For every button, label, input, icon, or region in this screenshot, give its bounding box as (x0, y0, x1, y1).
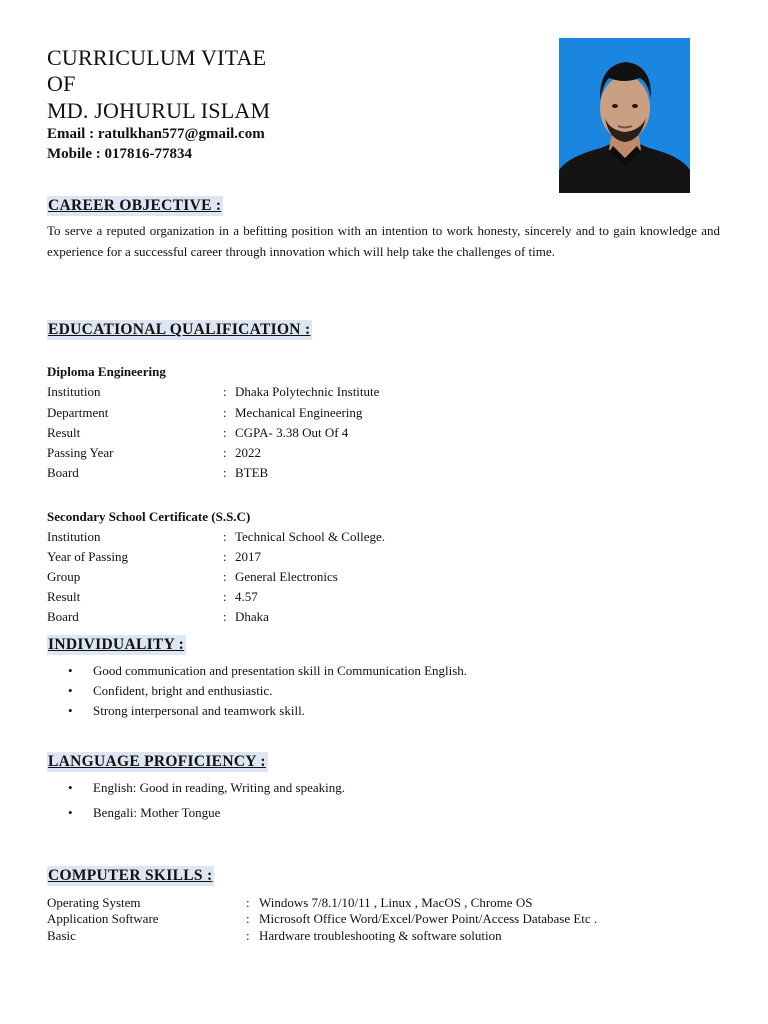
row-label: Passing Year (47, 445, 114, 460)
row-value: Hardware troubleshooting & software solution (259, 928, 502, 943)
profile-photo (559, 38, 690, 193)
row-value: 2017 (235, 549, 261, 564)
row-label: Group (47, 569, 81, 584)
table-row (47, 443, 727, 463)
table-row (47, 403, 727, 423)
row-colon: : (223, 589, 227, 604)
cv-title-of: OF (47, 71, 76, 96)
row-value: Windows 7/8.1/10/11 , Linux , MacOS , Chrome OS (259, 895, 533, 910)
row-label: Operating System (47, 895, 141, 910)
row-label: Application Software (47, 911, 159, 926)
table-row (47, 547, 727, 567)
list-item-text: Bengali: Mother Tongue (93, 805, 221, 820)
row-colon: : (223, 569, 227, 584)
bullet-icon: • (68, 683, 73, 698)
list-item-text: Confident, bright and enthusiastic. (93, 683, 273, 698)
cv-title: CURRICULUM VITAE (47, 45, 267, 70)
row-label: Result (47, 425, 81, 440)
row-colon: : (246, 911, 250, 926)
email-line: Email : ratulkhan577@gmail.com (47, 126, 265, 142)
table-row (47, 463, 727, 483)
table-row (47, 894, 727, 911)
table-row (47, 607, 727, 627)
row-label: Basic (47, 928, 76, 943)
row-value: 2022 (235, 445, 261, 460)
career-objective-heading: CAREER OBJECTIVE : (48, 197, 222, 214)
computer-skills-heading: COMPUTER SKILLS : (48, 867, 213, 884)
row-colon: : (223, 465, 227, 480)
diploma-title: Diploma Engineering (47, 364, 166, 379)
row-colon: : (223, 384, 227, 399)
row-colon: : (223, 445, 227, 460)
row-label: Board (47, 465, 79, 480)
candidate-name: MD. JOHURUL ISLAM (47, 98, 271, 123)
table-row (47, 910, 727, 927)
list-item-text: English: Good in reading, Writing and speaking. (93, 780, 345, 795)
row-label: Institution (47, 529, 101, 544)
bullet-icon: • (68, 703, 73, 718)
table-row (47, 527, 727, 547)
row-label: Year of Passing (47, 549, 129, 564)
row-value: Dhaka Polytechnic Institute (235, 384, 380, 399)
row-value: Mechanical Engineering (235, 405, 363, 420)
row-colon: : (223, 549, 227, 564)
individuality-heading: INDIVIDUALITY : (48, 636, 185, 653)
list-item-text: Good communication and presentation skill in Communication English. (93, 663, 468, 678)
list-item-text: Strong interpersonal and teamwork skill. (93, 703, 305, 718)
row-value: BTEB (235, 465, 269, 480)
row-colon: : (223, 609, 227, 624)
row-value: Microsoft Office Word/Excel/Power Point/Access Database Etc . (259, 911, 598, 926)
row-label: Result (47, 589, 81, 604)
language-heading: LANGUAGE PROFICIENCY : (48, 753, 266, 770)
row-label: Board (47, 609, 79, 624)
row-label: Institution (47, 384, 101, 399)
row-value: General Electronics (235, 569, 338, 584)
table-row (47, 423, 727, 443)
row-colon: : (246, 895, 250, 910)
table-row (47, 382, 727, 402)
row-value: CGPA- 3.38 Out Of 4 (235, 425, 349, 440)
mobile-line: Mobile : 017816-77834 (47, 146, 192, 162)
row-value: Dhaka (235, 609, 269, 624)
bullet-icon: • (68, 780, 73, 795)
table-row (47, 567, 727, 587)
education-heading: EDUCATIONAL QUALIFICATION : (48, 321, 311, 338)
bullet-icon: • (68, 805, 73, 820)
career-objective-text: To serve a reputed organization in a befitting position with an intention to work honesty, sincerely and to gain knowledge and experience for a successful career through innovation which will help take the challenges of time. (47, 223, 720, 259)
row-colon: : (223, 405, 227, 420)
ssc-title: Secondary School Certificate (S.S.C) (47, 509, 251, 524)
row-colon: : (246, 928, 250, 943)
table-row (47, 927, 727, 944)
bullet-icon: • (68, 663, 73, 678)
row-value: 4.57 (235, 589, 258, 604)
row-colon: : (223, 529, 227, 544)
table-row (47, 587, 727, 607)
row-value: Technical School & College. (235, 529, 385, 544)
row-label: Department (47, 405, 109, 420)
row-colon: : (223, 425, 227, 440)
